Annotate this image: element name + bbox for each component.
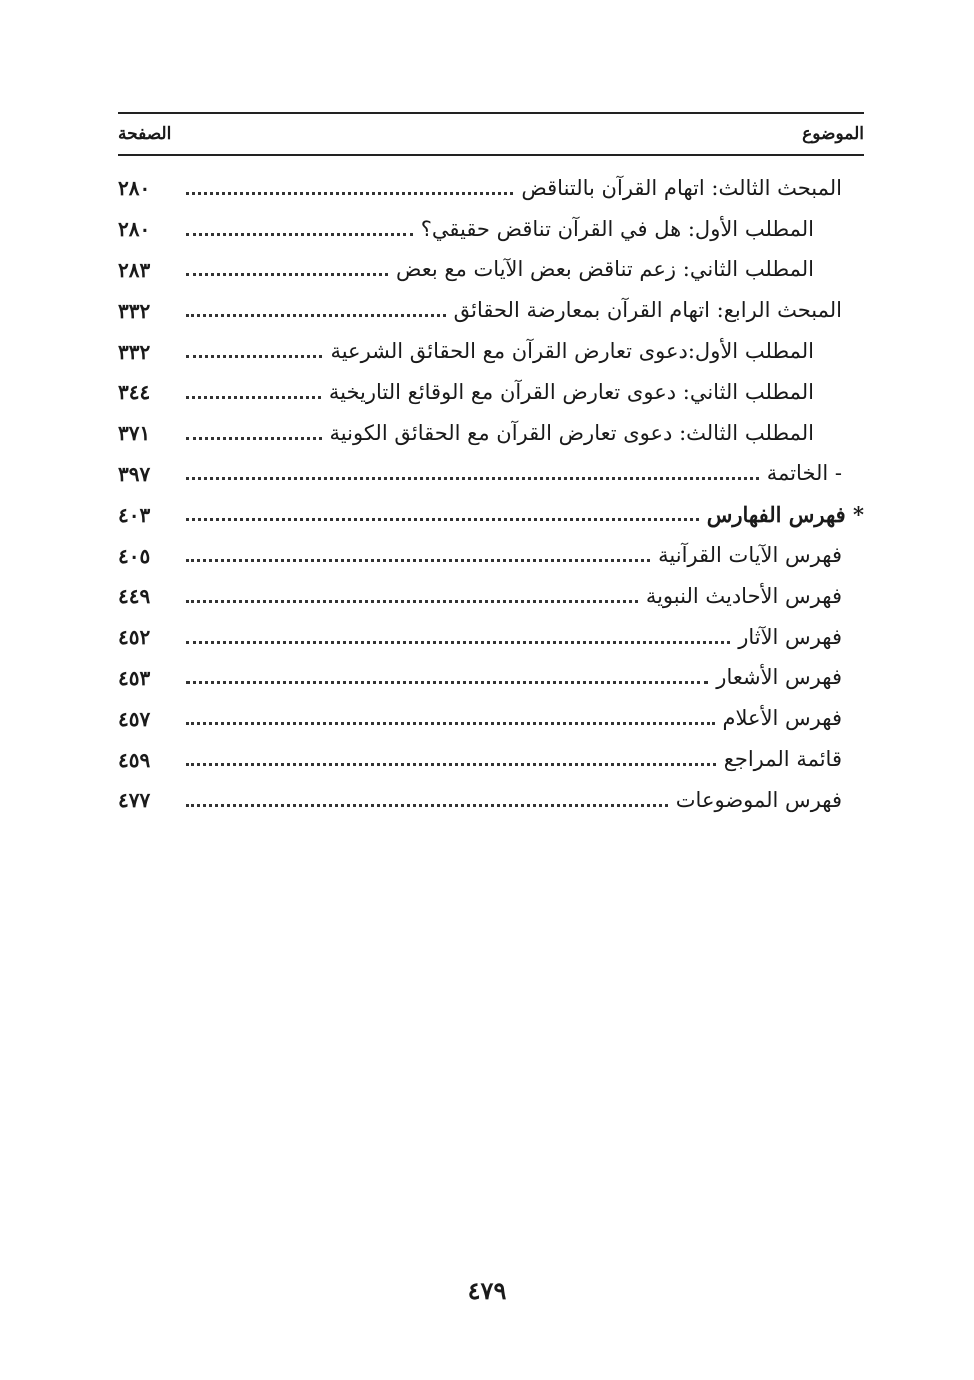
dot-leader bbox=[186, 233, 413, 236]
page-column-label: الصفحة bbox=[118, 124, 172, 144]
toc-entry-page: ٢٨٣ bbox=[118, 257, 151, 282]
toc-entry-title: فهرس الأعلام bbox=[722, 706, 842, 731]
toc-entry-page: ٤٤٩ bbox=[118, 584, 151, 609]
toc-row bbox=[118, 250, 864, 291]
toc-entry-page: ٤٠٣ bbox=[118, 502, 151, 527]
toc-entry-title: فهرس الآثار bbox=[738, 624, 842, 649]
dot-leader bbox=[186, 722, 715, 725]
dot-leader bbox=[186, 600, 638, 603]
table-of-contents bbox=[118, 168, 864, 821]
toc-entry-page: ٣٣٢ bbox=[118, 339, 151, 364]
toc-entry-page: ٣٣٢ bbox=[118, 298, 151, 323]
toc-entry-page: ٤٥٩ bbox=[118, 747, 151, 772]
toc-entry-page: ٤٧٧ bbox=[118, 788, 151, 813]
toc-entry-page: ٤٠٥ bbox=[118, 543, 151, 568]
toc-row bbox=[118, 698, 864, 739]
subject-column-label: الموضوع bbox=[802, 124, 864, 144]
toc-entry-title: قائمة المراجع bbox=[723, 747, 842, 772]
toc-entry-title: المطلب الأول:دعوى تعارض القرآن مع الحقائق الشرعية bbox=[330, 339, 814, 364]
toc-entry-page: ٣٧١ bbox=[118, 421, 151, 446]
dot-leader bbox=[186, 559, 650, 562]
toc-entry-title: فهرس الأشعار bbox=[716, 665, 842, 690]
toc-entry-page: ٤٥٧ bbox=[118, 706, 151, 731]
page-number: ٤٧٩ bbox=[467, 1276, 507, 1305]
toc-row bbox=[118, 454, 864, 495]
dot-leader bbox=[186, 681, 708, 684]
toc-row bbox=[118, 413, 864, 454]
toc-entry-title: المطلب الثاني: زعم تناقض بعض الآيات مع بعض bbox=[396, 257, 814, 282]
toc-entry-title: المطلب الثالث: دعوى تعارض القرآن مع الحقائق الكونية bbox=[329, 420, 814, 445]
dot-leader bbox=[186, 355, 322, 358]
dot-leader bbox=[186, 804, 668, 807]
dot-leader bbox=[186, 518, 699, 521]
toc-row bbox=[118, 576, 864, 617]
dot-leader bbox=[186, 763, 716, 766]
toc-row bbox=[118, 290, 864, 331]
dot-leader bbox=[186, 437, 322, 440]
toc-entry-page: ٤٥٢ bbox=[118, 625, 151, 650]
toc-entry-title: المبحث الثالث: اتهام القرآن بالتناقض bbox=[521, 175, 842, 200]
toc-entry-title: فهرس الأحاديث النبوية bbox=[645, 583, 842, 608]
toc-row bbox=[118, 494, 864, 535]
toc-entry-page: ٣٤٤ bbox=[118, 380, 151, 405]
toc-entry-page: ٣٩٧ bbox=[118, 461, 151, 486]
toc-entry-title: فهرس الموضوعات bbox=[675, 787, 842, 812]
dot-leader bbox=[186, 396, 321, 399]
toc-row bbox=[118, 780, 864, 821]
toc-entry-page: ٤٥٣ bbox=[118, 665, 151, 690]
toc-row bbox=[118, 168, 864, 209]
dot-leader bbox=[186, 641, 730, 644]
toc-row bbox=[118, 617, 864, 658]
toc-entry-title: المبحث الرابع: اتهام القرآن بمعارضة الحقائق bbox=[453, 298, 842, 323]
toc-row bbox=[118, 372, 864, 413]
dot-leader bbox=[186, 192, 513, 195]
toc-entry-page: ٢٨٠ bbox=[118, 176, 151, 201]
toc-entry-title: - الخاتمة bbox=[766, 461, 842, 486]
dot-leader bbox=[186, 314, 446, 317]
toc-row bbox=[118, 535, 864, 576]
toc-row bbox=[118, 658, 864, 699]
toc-entry-title: فهرس الآيات القرآنية bbox=[658, 543, 842, 568]
toc-row bbox=[118, 209, 864, 250]
toc-entry-page: ٢٨٠ bbox=[118, 217, 151, 242]
dot-leader bbox=[186, 273, 388, 276]
toc-entry-title: * فهرس الفهارس bbox=[706, 502, 864, 528]
dot-leader bbox=[186, 477, 759, 480]
table-header bbox=[118, 112, 864, 156]
toc-row bbox=[118, 739, 864, 780]
toc-entry-title: المطلب الأول: هل في القرآن تناقض حقيقي؟ bbox=[420, 216, 814, 241]
toc-entry-title: المطلب الثاني: دعوى تعارض القرآن مع الوقائع التاريخية bbox=[328, 379, 814, 404]
toc-row bbox=[118, 331, 864, 372]
